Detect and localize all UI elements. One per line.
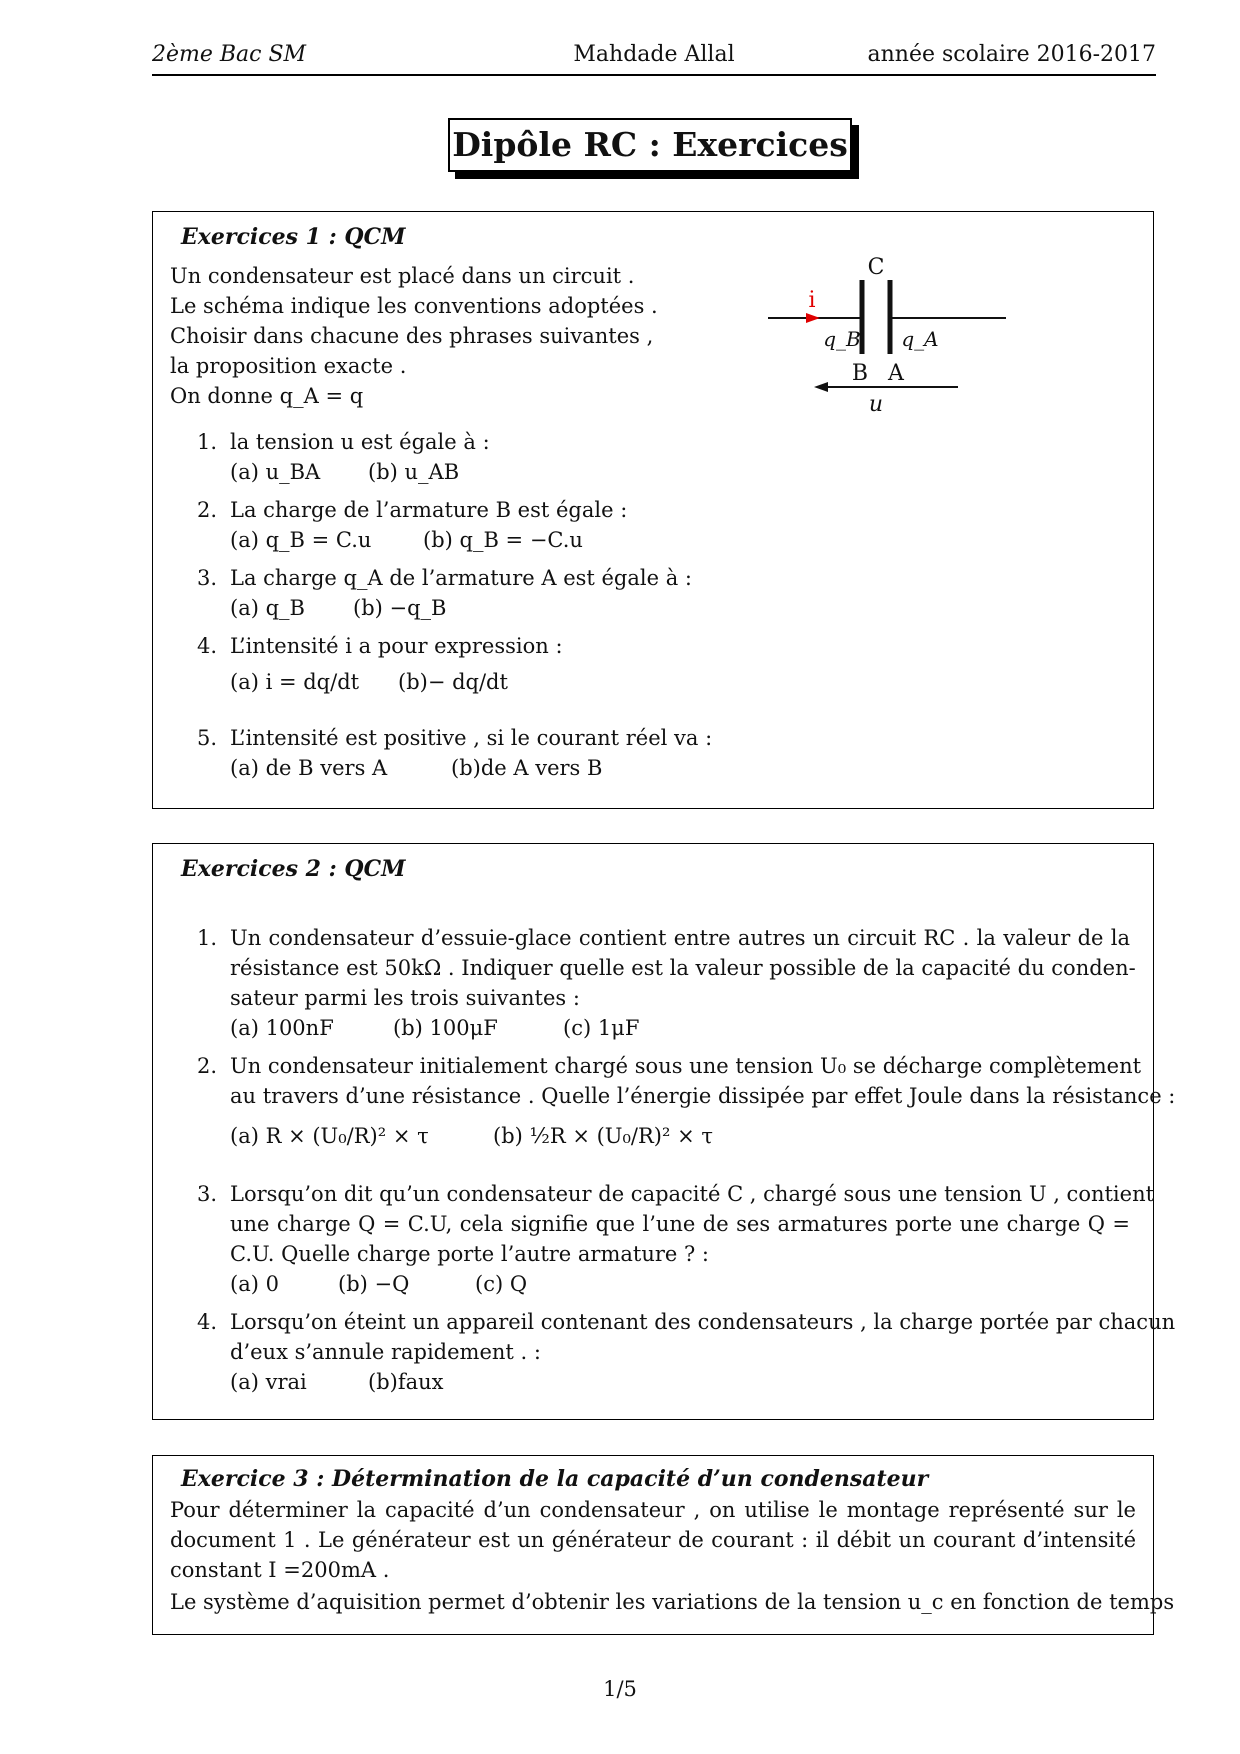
q5-option-b: (b)de A vers B [451, 756, 603, 780]
ex1-intro-line: Le schéma indique les conventions adoptées . [170, 294, 658, 318]
ex2-q3-number: 3. [197, 1182, 218, 1206]
exercise-3-box [152, 1455, 1175, 1635]
ex2-q4-option-b: (b)faux [368, 1370, 444, 1394]
ex2-q3-option-a: (a) 0 [230, 1272, 279, 1296]
exercise-2-title: Exercices 2 : QCM [181, 856, 406, 882]
ex2-q4-option-a: (a) vrai [230, 1370, 307, 1394]
q5-number: 5. [197, 726, 218, 750]
exercise-3-title: Exercice 3 : Détermination de la capacité d’un condensateur [181, 1466, 929, 1492]
q3-number: 3. [197, 566, 218, 590]
page-header [152, 40, 1156, 76]
label-B: B [851, 361, 869, 386]
label-qB: q_B [823, 327, 861, 351]
ex2-q2-option-b: (b) ½R × (U₀/R)² × τ [493, 1124, 713, 1148]
label-A: A [888, 361, 904, 386]
ex1-intro-line: On donne q_A = q [170, 384, 364, 408]
ex3-line: constant I =200mA . [170, 1558, 390, 1582]
q1-number: 1. [197, 430, 218, 454]
q4-text: L’intensité i a pour expression : [230, 634, 563, 658]
q5-option-a: (a) de B vers A [230, 756, 388, 780]
label-i: i [808, 288, 816, 313]
exercise-1-box [152, 211, 1154, 809]
ex2-q3-line: une charge Q = C.U, cela signifie que l’une de ses armatures porte une charge Q = [230, 1212, 1130, 1236]
q1-text: la tension u est égale à : [230, 430, 490, 454]
label-C: C [867, 255, 885, 280]
ex2-q1-line: résistance est 50kΩ . Indiquer quelle est la valeur possible de la capacité du conden- [230, 956, 1136, 980]
ex2-q4-line: Lorsqu’on éteint un appareil contenant des condensateurs , la charge portée par chacun [230, 1310, 1176, 1334]
exercise-1-title: Exercices 1 : QCM [181, 224, 406, 250]
ex2-q1-line: sateur parmi les trois suivantes : [230, 986, 580, 1010]
q2-text: La charge de l’armature B est égale : [230, 498, 628, 522]
ex2-q1-option-c: (c) 1μF [563, 1016, 640, 1040]
page-title: Dipôle RC : Exercices [448, 118, 852, 172]
ex3-line: document 1 . Le générateur est un générateur de courant : il débit un courant d’intensité [170, 1528, 1136, 1552]
ex2-q2-line: Un condensateur initialement chargé sous une tension U₀ se décharge complètement [230, 1054, 1142, 1078]
q4-option-b: (b)− dq/dt [398, 670, 508, 694]
ex1-intro-line: la proposition exacte . [170, 354, 407, 378]
ex1-intro-line: Un condensateur est placé dans un circuit . [170, 264, 635, 288]
q4-number: 4. [197, 634, 218, 658]
q4-option-a: (a) i = dq/dt [230, 670, 360, 694]
label-u: u [868, 392, 884, 417]
header-author: Mahdade Allal [573, 42, 735, 67]
exercise-2-box [152, 843, 1176, 1420]
ex3-line: Le système d’aquisition permet d’obtenir les variations de la tension u_c en fonction de temps [170, 1590, 1175, 1614]
page-number: 1/5 [603, 1677, 637, 1701]
ex2-q2-option-a: (a) R × (U₀/R)² × τ [230, 1124, 429, 1148]
label-qA: q_A [901, 327, 939, 351]
q2-number: 2. [197, 498, 218, 522]
ex2-q1-option-b: (b) 100μF [393, 1016, 498, 1040]
q3-text: La charge q_A de l’armature A est égale à : [230, 566, 692, 590]
current-arrow-icon [806, 313, 820, 323]
q1-option-b: (b) u_AB [368, 460, 460, 484]
ex2-q1-number: 1. [197, 926, 218, 950]
header-class: 2ème Bac SM [152, 42, 307, 67]
q2-option-b: (b) q_B = −C.u [423, 528, 583, 552]
ex2-q4-line: d’eux s’annule rapidement . : [230, 1340, 541, 1364]
q2-option-a: (a) q_B = C.u [230, 528, 372, 552]
ex3-line: Pour déterminer la capacité d’un condensateur , on utilise le montage représenté sur le [170, 1498, 1136, 1522]
ex2-q2-number: 2. [197, 1054, 218, 1078]
q5-text: L’intensité est positive , si le courant réel va : [230, 726, 713, 750]
header-year: année scolaire 2016-2017 [867, 42, 1156, 67]
q3-option-b: (b) −q_B [353, 596, 447, 620]
ex2-q1-line: Un condensateur d’essuie-glace contient entre autres un circuit RC . la valeur de la [230, 926, 1130, 950]
ex2-q3-line: Lorsqu’on dit qu’un condensateur de capacité C , chargé sous une tension U , contient [230, 1182, 1155, 1206]
ex2-q3-line: C.U. Quelle charge porte l’autre armature ? : [230, 1242, 710, 1266]
ex1-intro-line: Choisir dans chacune des phrases suivantes , [170, 324, 654, 348]
q3-option-a: (a) q_B [230, 596, 305, 620]
capacitor-diagram [768, 237, 1028, 417]
ex2-q4-number: 4. [197, 1310, 218, 1334]
q1-option-a: (a) u_BA [230, 460, 321, 484]
ex2-q3-option-b: (b) −Q [338, 1272, 410, 1296]
tension-arrow-icon [814, 382, 828, 392]
ex2-q3-option-c: (c) Q [475, 1272, 528, 1296]
ex2-q1-option-a: (a) 100nF [230, 1016, 334, 1040]
ex2-q2-line: au travers d’une résistance . Quelle l’énergie dissipée par effet Joule dans la résistance : [230, 1084, 1176, 1108]
